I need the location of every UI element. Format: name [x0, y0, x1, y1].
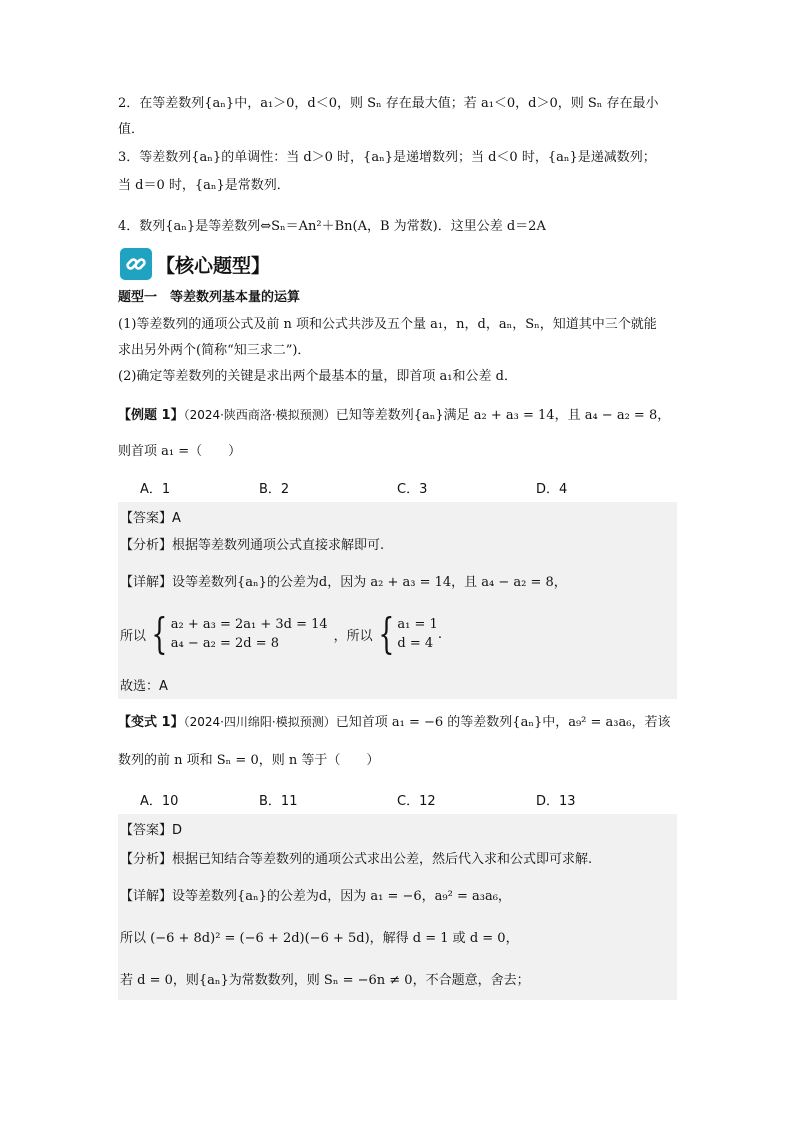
example-1-option-a: A．1 [140, 482, 171, 497]
example-1-option-d: D．4 [536, 482, 568, 497]
variant-1-stem: 已知首项 a₁ = −6 的等差数列{aₙ}中，a₉² = a₃a₆，若该 [335, 715, 671, 730]
example-1-source: （2024·陕西商洛·模拟预测） [183, 408, 336, 422]
variant-1-analysis: 【分析】根据已知结合等差数列的通项公式求出公差，然后代入求和公式即可求解. [120, 852, 593, 867]
example-1-analysis: 【分析】根据等差数列通项公式直接求解即可. [120, 538, 385, 553]
property-3-line-1: 3．等差数列{aₙ}的单调性：当 d＞0 时，{aₙ}是递增数列；当 d＜0 时，{aₙ}是递减数列； [118, 150, 656, 165]
example-1-equation-1: a₂ + a₃ = 2a₁ + 3d = 14 [170, 617, 328, 632]
example-1-equation-2: a₄ − a₂ = 2d = 8 [170, 636, 280, 651]
example-1-so-1: 所以 [120, 628, 147, 644]
variant-1-answer: 【答案】D [120, 823, 183, 838]
example-1-stem-line-2: 则首项 a₁ =（ ） [118, 444, 242, 459]
example-1-option-c: C．3 [397, 482, 428, 497]
example-1-period: . [437, 626, 442, 642]
variant-1-step-1: 所以 (−6 + 8d)² = (−6 + 2d)(−6 + 5d)，解得 d = 1 或 d = 0， [120, 931, 519, 946]
variant-1-stem-line-2: 数列的前 n 项和 Sₙ = 0，则 n 等于（ ） [118, 753, 380, 768]
variant-1-option-d: D．13 [536, 794, 576, 809]
example-1-detail-label: 【详解】 [120, 575, 173, 590]
topic-point-1-line-1: (1)等差数列的通项公式及前 n 项和公式共涉及五个量 a₁，n，d，aₙ，Sₙ，知道其中三个就能 [118, 317, 657, 332]
variant-1-option-a: A．10 [140, 794, 179, 809]
variant-1-stem-line-1 [118, 713, 670, 732]
example-1-option-b: B．2 [259, 482, 290, 497]
example-1-detail-text: 设等差数列{aₙ}的公差为d，因为 a₂ + a₃ = 14，且 a₄ − a₂ = 8， [172, 575, 567, 590]
property-4-line: 4．数列{aₙ}是等差数列⇔Sₙ＝An²＋Bn(A，B 为常数)．这里公差 d＝2A [118, 219, 546, 234]
property-2-line-2: 值． [118, 122, 145, 137]
topic-point-1-line-2: 求出另外两个(简称“知三求二”)． [118, 343, 311, 358]
variant-1-solution-box [118, 814, 677, 1000]
variant-1-option-c: C．12 [397, 794, 436, 809]
variant-1-option-b: B．11 [259, 794, 298, 809]
example-1-equation-system: 所以 { a₂ + a₃ = 2a₁ + 3d = 14 a₄ − a₂ = 2d = 8 ，所以 { a₁ = 1 d = 4 . [120, 609, 442, 658]
link-icon [120, 248, 152, 280]
example-1-choice: 故选：A [120, 679, 168, 694]
example-1-detail [120, 574, 567, 592]
topic-title: 题型一 等差数列基本量的运算 [118, 290, 301, 305]
example-1-solution-box [118, 502, 677, 699]
variant-1-detail [120, 888, 511, 906]
example-1-stem-line-1 [118, 406, 670, 425]
property-2-line-1: 2．在等差数列{aₙ}中，a₁＞0，d＜0，则 Sₙ 存在最大值；若 a₁＜0，d＞0，则 Sₙ 存在最小 [118, 96, 659, 111]
variant-1-detail-text: 设等差数列{aₙ}的公差为d，因为 a₁ = −6，a₉² = a₃a₆， [172, 889, 511, 904]
variant-1-detail-label: 【详解】 [120, 889, 173, 904]
example-1-result-1: a₁ = 1 [397, 617, 438, 632]
example-1-stem: 已知等差数列{aₙ}满足 a₂ + a₃ = 14，且 a₄ − a₂ = 8， [335, 408, 671, 423]
example-1-so-2: ，所以 [333, 628, 373, 644]
example-1-result-2: d = 4 [397, 636, 434, 651]
property-3-line-2: 当 d＝0 时，{aₙ}是常数列． [118, 178, 290, 193]
topic-point-2: (2)确定等差数列的关键是求出两个最基本的量，即首项 a₁和公差 d． [118, 369, 517, 384]
example-1-label: 【例题 1】 [118, 408, 184, 423]
variant-1-step-2: 若 d = 0，则{aₙ}为常数数列，则 Sₙ = −6n ≠ 0，不合题意，舍去； [120, 973, 530, 988]
section-heading [120, 248, 270, 280]
section-title: 【核心题型】 [156, 254, 271, 277]
example-1-answer: 【答案】A [120, 511, 181, 526]
variant-1-source: （2024·四川绵阳·模拟预测） [183, 715, 336, 729]
variant-1-label: 【变式 1】 [118, 715, 184, 730]
